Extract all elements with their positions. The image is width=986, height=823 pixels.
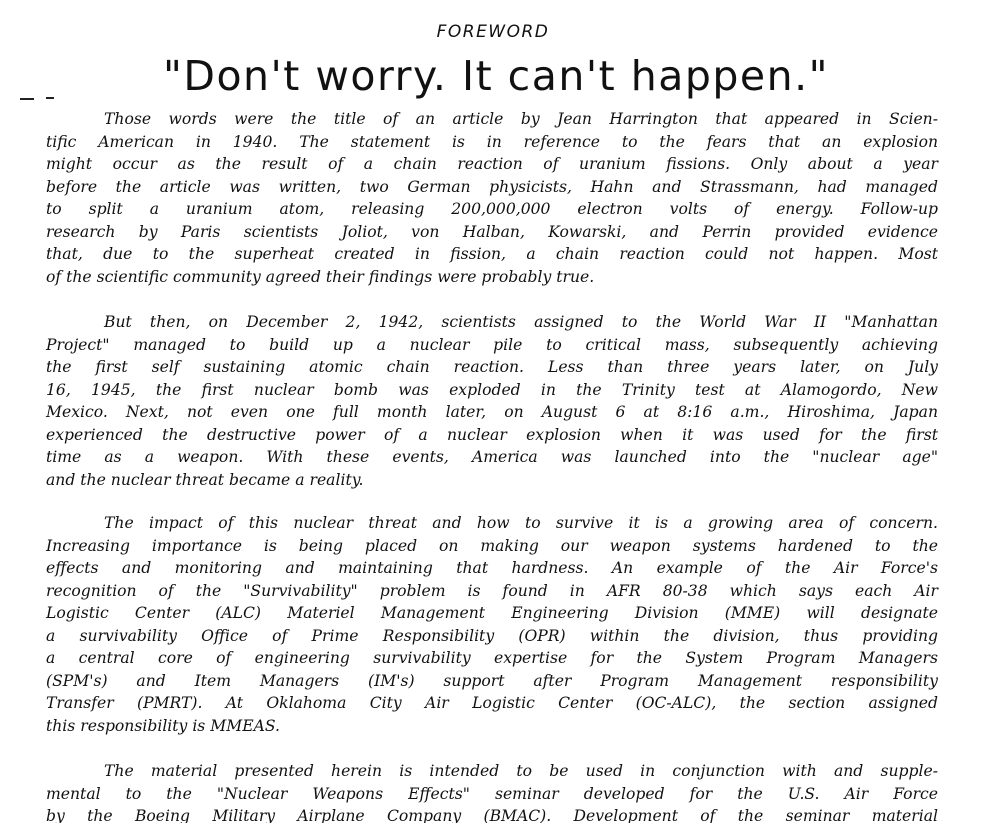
text-line: The impact of this nuclear threat and how to survive it is a growing area of concern. xyxy=(104,514,938,532)
text-line: Project" managed to build up a nuclear pile to critical mass, subsequently achieving xyxy=(46,335,938,354)
paragraph-2 xyxy=(46,311,938,491)
text-line: (SPM's) and Item Managers (IM's) support after Program Management responsibility xyxy=(46,671,938,690)
text-line: and the nuclear threat became a reality. xyxy=(46,470,364,489)
text-line: before the article was written, two German physicists, Hahn and Strassmann, had managed xyxy=(46,177,938,196)
text-line: that, due to the superheat created in fission, a chain reaction could not happen. Most xyxy=(46,245,938,263)
text-line: a central core of engineering survivability expertise for the System Program Managers xyxy=(46,649,938,667)
text-line: time as a weapon. With these events, America was launched into the "nuclear age" xyxy=(46,448,938,466)
text-line: research by Paris scientists Joliot, von Halban, Kowarski, and Perrin provided evidence xyxy=(46,222,938,241)
paragraph-4 xyxy=(46,760,938,823)
paragraph-1 xyxy=(46,108,938,288)
text-line: Transfer (PMRT). At Oklahoma City Air Logistic Center (OC-ALC), the section assigned xyxy=(46,694,938,712)
text-line: Increasing importance is being placed on making our weapon systems hardened to the xyxy=(46,536,938,555)
paragraph-3 xyxy=(46,512,938,737)
text-line: effects and monitoring and maintaining that hardness. An example of the Air Force's xyxy=(46,559,938,577)
text-line: experienced the destructive power of a nuclear explosion when it was used for the first xyxy=(46,425,938,444)
text-line: 16, 1945, the first nuclear bomb was exploded in the Trinity test at Alamogordo, New xyxy=(46,380,938,399)
margin-dash-mark xyxy=(20,94,66,102)
text-line: of the scientific community agreed their findings were probably true. xyxy=(46,267,595,286)
foreword-heading: FOREWORD xyxy=(436,22,550,42)
text-line: recognition of the "Survivability" problem is found in AFR 80-38 which says each Air xyxy=(46,581,938,600)
document-title: "Don't worry. It can't happen." xyxy=(163,52,829,100)
text-line: Mexico. Next, not even one full month later, on August 6 at 8:16 a.m., Hiroshima, Japan xyxy=(46,403,938,421)
text-line: But then, on December 2, 1942, scientists assigned to the World War II "Manhattan xyxy=(104,313,938,331)
text-line: might occur as the result of a chain reaction of uranium fissions. Only about a year xyxy=(46,155,938,173)
text-line: mental to the "Nuclear Weapons Effects" seminar developed for the U.S. Air Force xyxy=(46,784,938,803)
text-line: this responsibility is MMEAS. xyxy=(46,716,280,735)
text-line: the first self sustaining atomic chain reaction. Less than three years later, on July xyxy=(46,358,938,376)
text-line: by the Boeing Military Airplane Company (BMAC). Development of the seminar material xyxy=(46,807,938,823)
text-line: to split a uranium atom, releasing 200,000,000 electron volts of energy. Follow-up xyxy=(46,200,938,218)
text-line: a survivability Office of Prime Responsibility (OPR) within the division, thus providing xyxy=(46,626,938,645)
text-line: Logistic Center (ALC) Materiel Management Engineering Division (MME) will designate xyxy=(46,604,938,622)
text-line: The material presented herein is intended to be used in conjunction with and supple- xyxy=(104,762,938,780)
text-line: tific American in 1940. The statement is in reference to the fears that an explosion xyxy=(46,132,938,151)
text-line: Those words were the title of an article by Jean Harrington that appeared in Scien- xyxy=(104,110,938,128)
